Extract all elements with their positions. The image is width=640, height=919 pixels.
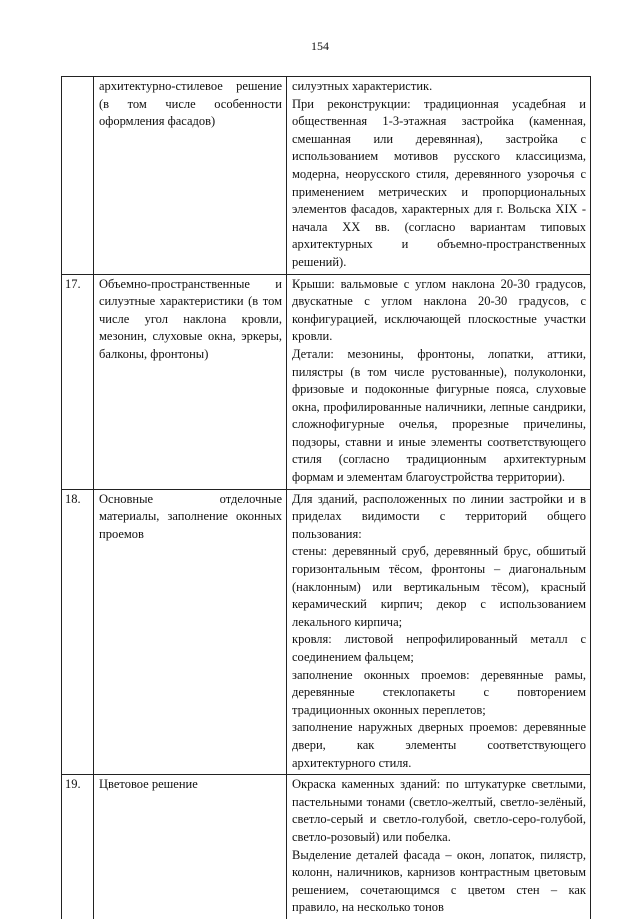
requirement-paragraph: Выделение деталей фасада – окон, лопаток, пилястр, колонн, наличников, карнизов контрастным цветовым решением, сочетающимся с цветом стен – как правило, на несколько тонов: [292, 847, 586, 915]
requirement-paragraph: При реконструкции: традиционная усадебная и общественная 1-3-этажная застройка (каменная, смешанная или деревянная), застройка с использованием мотивов русского классицизма, модерна, неорусского стиля, деревянного узорочья с применением метрических и пропорциональных элементов фасадов, характерных для г. Вольска XIX - начала XX вв. (согласно вариантам типовых архитектурных и объемно-пространственных решений).: [292, 96, 586, 269]
requirement-paragraph: Крыши: вальмовые с углом наклона 20-30 градусов, двускатные с углом наклона 20-30 градусов, с конфигурацией, исключающей плоскостные участки кровли.: [292, 276, 586, 344]
requirement-paragraph: Детали: мезонины, фронтоны, лопатки, аттики, пилястры (в том числе рустованные), полуколонки, фризовые и подоконные фигурные пояса, слуховые окна, профилированные наличники, лепные сандрики, сложнофигурные очелья, прорезные причелины, подзоры, ставни и иные элементы соответствующего стиля (согласно традиционным архитектурным формам и элементам благоустройства территории).: [292, 346, 586, 485]
row-parameter: Объемно-пространственные и силуэтные характеристики (в том числе угол наклона кровли, мезонин, слуховые окна, эркеры, балконы, фронтоны): [94, 274, 287, 489]
row-number: 18.: [62, 489, 94, 775]
row-requirement: [287, 489, 591, 775]
row-parameter: Основные отделочные материалы, заполнение оконных проемов: [94, 489, 287, 775]
row-parameter: Цветовое решение: [94, 775, 287, 919]
requirement-paragraph: заполнение оконных проемов: деревянные рамы, деревянные стеклопакеты с повторением традиционных оконных переплетов;: [292, 667, 586, 717]
row-number: 17.: [62, 274, 94, 489]
requirement-paragraph: кровля: листовой непрофилированный металл с соединением фальцем;: [292, 632, 586, 664]
requirement-paragraph: стены: деревянный сруб, деревянный брус, обшитый горизонтальным тёсом, фронтоны – диагональным (наклонным) или вертикальным тёсом), красный керамический кирпич; декор с использованием лекального кирпича;: [292, 544, 586, 629]
regulation-table: [61, 76, 591, 919]
table-row: [62, 489, 591, 775]
row-number: 19.: [62, 775, 94, 919]
requirement-paragraph: Окраска каменных зданий: по штукатурке светлыми, пастельными тонами (светло-желтый, светло-зелёный, светло-серый и светло-голубой, светло-серо-голубой, светло-розовый) или побелка.: [292, 777, 586, 844]
row-requirement: [287, 274, 591, 489]
table-row: [62, 274, 591, 489]
row-requirement: [287, 77, 591, 275]
table-row: [62, 775, 591, 919]
table-row: [62, 77, 591, 275]
row-parameter: архитектурно-стилевое решение (в том числе особенности оформления фасадов): [94, 77, 287, 275]
requirement-paragraph: силуэтных характеристик.: [292, 79, 433, 93]
row-requirement: [287, 775, 591, 919]
requirement-paragraph: заполнение наружных дверных проемов: деревянные двери, как элементы соответствующего архитектурного стиля.: [292, 720, 586, 770]
requirement-paragraph: Для зданий, расположенных по линии застройки и в приделах видимости с территорий общего пользования:: [292, 491, 586, 541]
row-number: [62, 77, 94, 275]
page-number: 154: [311, 39, 329, 53]
